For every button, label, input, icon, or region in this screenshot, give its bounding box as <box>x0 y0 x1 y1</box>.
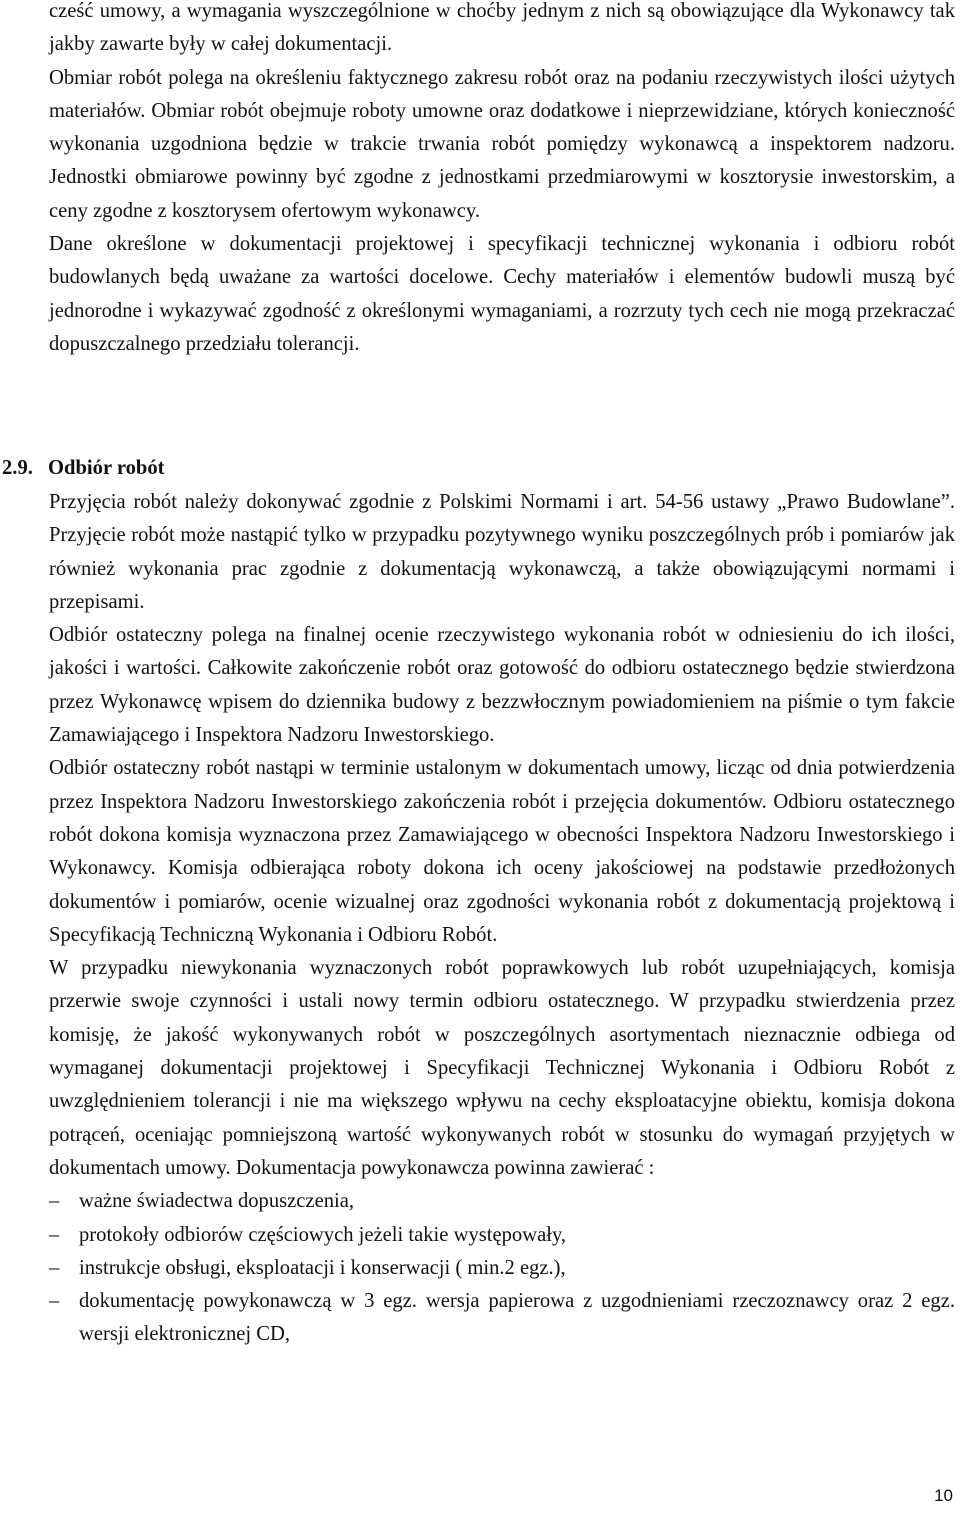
list-bullet: – <box>49 1290 60 1313</box>
list-bullet: – <box>49 1223 60 1246</box>
list-item-text: dokumentację powykonawczą w 3 egz. wersja papierowa z uzgodnieniami rzeczoznawcy oraz 2 egz. wersji elektronicznej CD, <box>79 1290 955 1346</box>
list-item-text: ważne świadectwa dopuszczenia, <box>79 1190 355 1213</box>
paragraph-final-acceptance: Odbiór ostateczny polega na finalnej ocenie rzeczywistego wykonania robót w odniesieniu do ich ilości, jakości i wartości. Całkowite zakończenie robót oraz gotowość do odbioru ostatecznego będzie stwierdzona przez Wykonawcę wpisem do dziennika budowy z bezzwłocznym powiadomieniem na piśmie o tym fakcie Zamawiającego i Inspektora Nadzoru Inwestorskiego. <box>49 624 955 747</box>
paragraph-measurement: Obmiar robót polega na określeniu faktycznego zakresu robót oraz na podaniu rzeczywistych ilości użytych materiałów. Obmiar robót obejmuje roboty umowne oraz dodatkowe i nieprzewidziane, których konieczność wykonania uzgodniona będzie w trakcie trwania robót pomiędzy wykonawcą a inspektorem nadzoru. Jednostki obmiarowe powinny być zgodne z jednostkami przedmiarowymi w kosztorysie inwestorskim, a ceny zgodne z kosztorysem ofertowym wykonawcy. <box>49 66 955 222</box>
paragraph-contract-parts: cześć umowy, a wymagania wyszczególnione w choćby jednym z nich są obowiązujące dla Wykonawcy tak jakby zawarte były w całej dokumentacji. <box>49 0 955 56</box>
paragraph-acceptance: Przyjęcia robót należy dokonywać zgodnie z Polskimi Normami i art. 54-56 ustawy „Prawo Budowlane”. Przyjęcie robót może nastąpić tylko w przypadku pozytywnego wyniku poszczególnych prób i pomiarów jak również wykonania prac zgodnie z dokumentacją wykonawczą, a także obowiązującymi normami i przepisami. <box>49 491 955 613</box>
list-item-text: protokoły odbiorów częściowych jeżeli takie występowały, <box>79 1223 567 1246</box>
list-item <box>49 1219 955 1252</box>
list-item <box>49 1252 955 1285</box>
list-item-text: instrukcje obsługi, eksploatacji i konserwacji ( min.2 egz.), <box>79 1256 566 1279</box>
section-title: Odbiór robót <box>48 457 165 479</box>
paragraph-corrective-works: W przypadku niewykonania wyznaczonych robót poprawkowych lub robót uzupełniających, komisja przerwie swoje czynności i ustali nowy termin odbioru ostatecznego. W przypadku stwierdzenia przez komisję, że jakość wykonywanych robót w poszczególnych asortymentach nieznacznie odbiega od wymaganej dokumentacji projektowej i Specyfikacji Technicznej Wykonania i Odbioru Robót z uwzględnieniem tolerancji i nie ma większego wpływu na cechy eksploatacyjne obiektu, komisja dokona potrąceń, oceniając pomniejszoną wartość wykonywanych robót w stosunku do wymagań przyjętych w dokumentach umowy. Dokumentacja powykonawcza powinna zawierać : <box>49 957 955 1179</box>
as-built-documentation-list <box>49 1185 955 1351</box>
section-heading <box>2 452 165 485</box>
intro-text-block <box>49 0 955 361</box>
list-bullet: – <box>49 1190 60 1213</box>
list-item <box>49 1185 955 1218</box>
paragraph-final-acceptance-date: Odbiór ostateczny robót nastąpi w terminie ustalonym w dokumentach umowy, licząc od dnia potwierdzenia przez Inspektora Nadzoru Inwestorskiego zakończenia robót i przejęcia dokumentów. Odbioru ostatecznego robót dokona komisja wyznaczona przez Zamawiającego w obecności Inspektora Nadzoru Inwestorskiego i Wykonawcy. Komisja odbierająca roboty dokona ich oceny jakościowej na podstawie przedłożonych dokumentów i pomiarów, ocenie wizualnej oraz zgodności wykonania robót z dokumentacją projektową i Specyfikacją Techniczną Wykonania i Odbioru Robót. <box>49 757 955 946</box>
list-item <box>49 1285 955 1352</box>
section-text-block <box>49 486 955 1352</box>
paragraph-target-values: Dane określone w dokumentacji projektowej i specyfikacji technicznej wykonania i odbioru robót budowlanych będą uważane za wartości docelowe. Cechy materiałów i elementów budowli muszą być jednorodne i wykazywać zgodność z określonymi wymaganiami, a rozrzuty tych cech nie mogą przekraczać dopuszczalnego przedziału tolerancji. <box>49 233 955 355</box>
list-bullet: – <box>49 1256 60 1279</box>
section-number: 2.9. <box>2 457 33 479</box>
page-number: 10 <box>934 1486 953 1505</box>
